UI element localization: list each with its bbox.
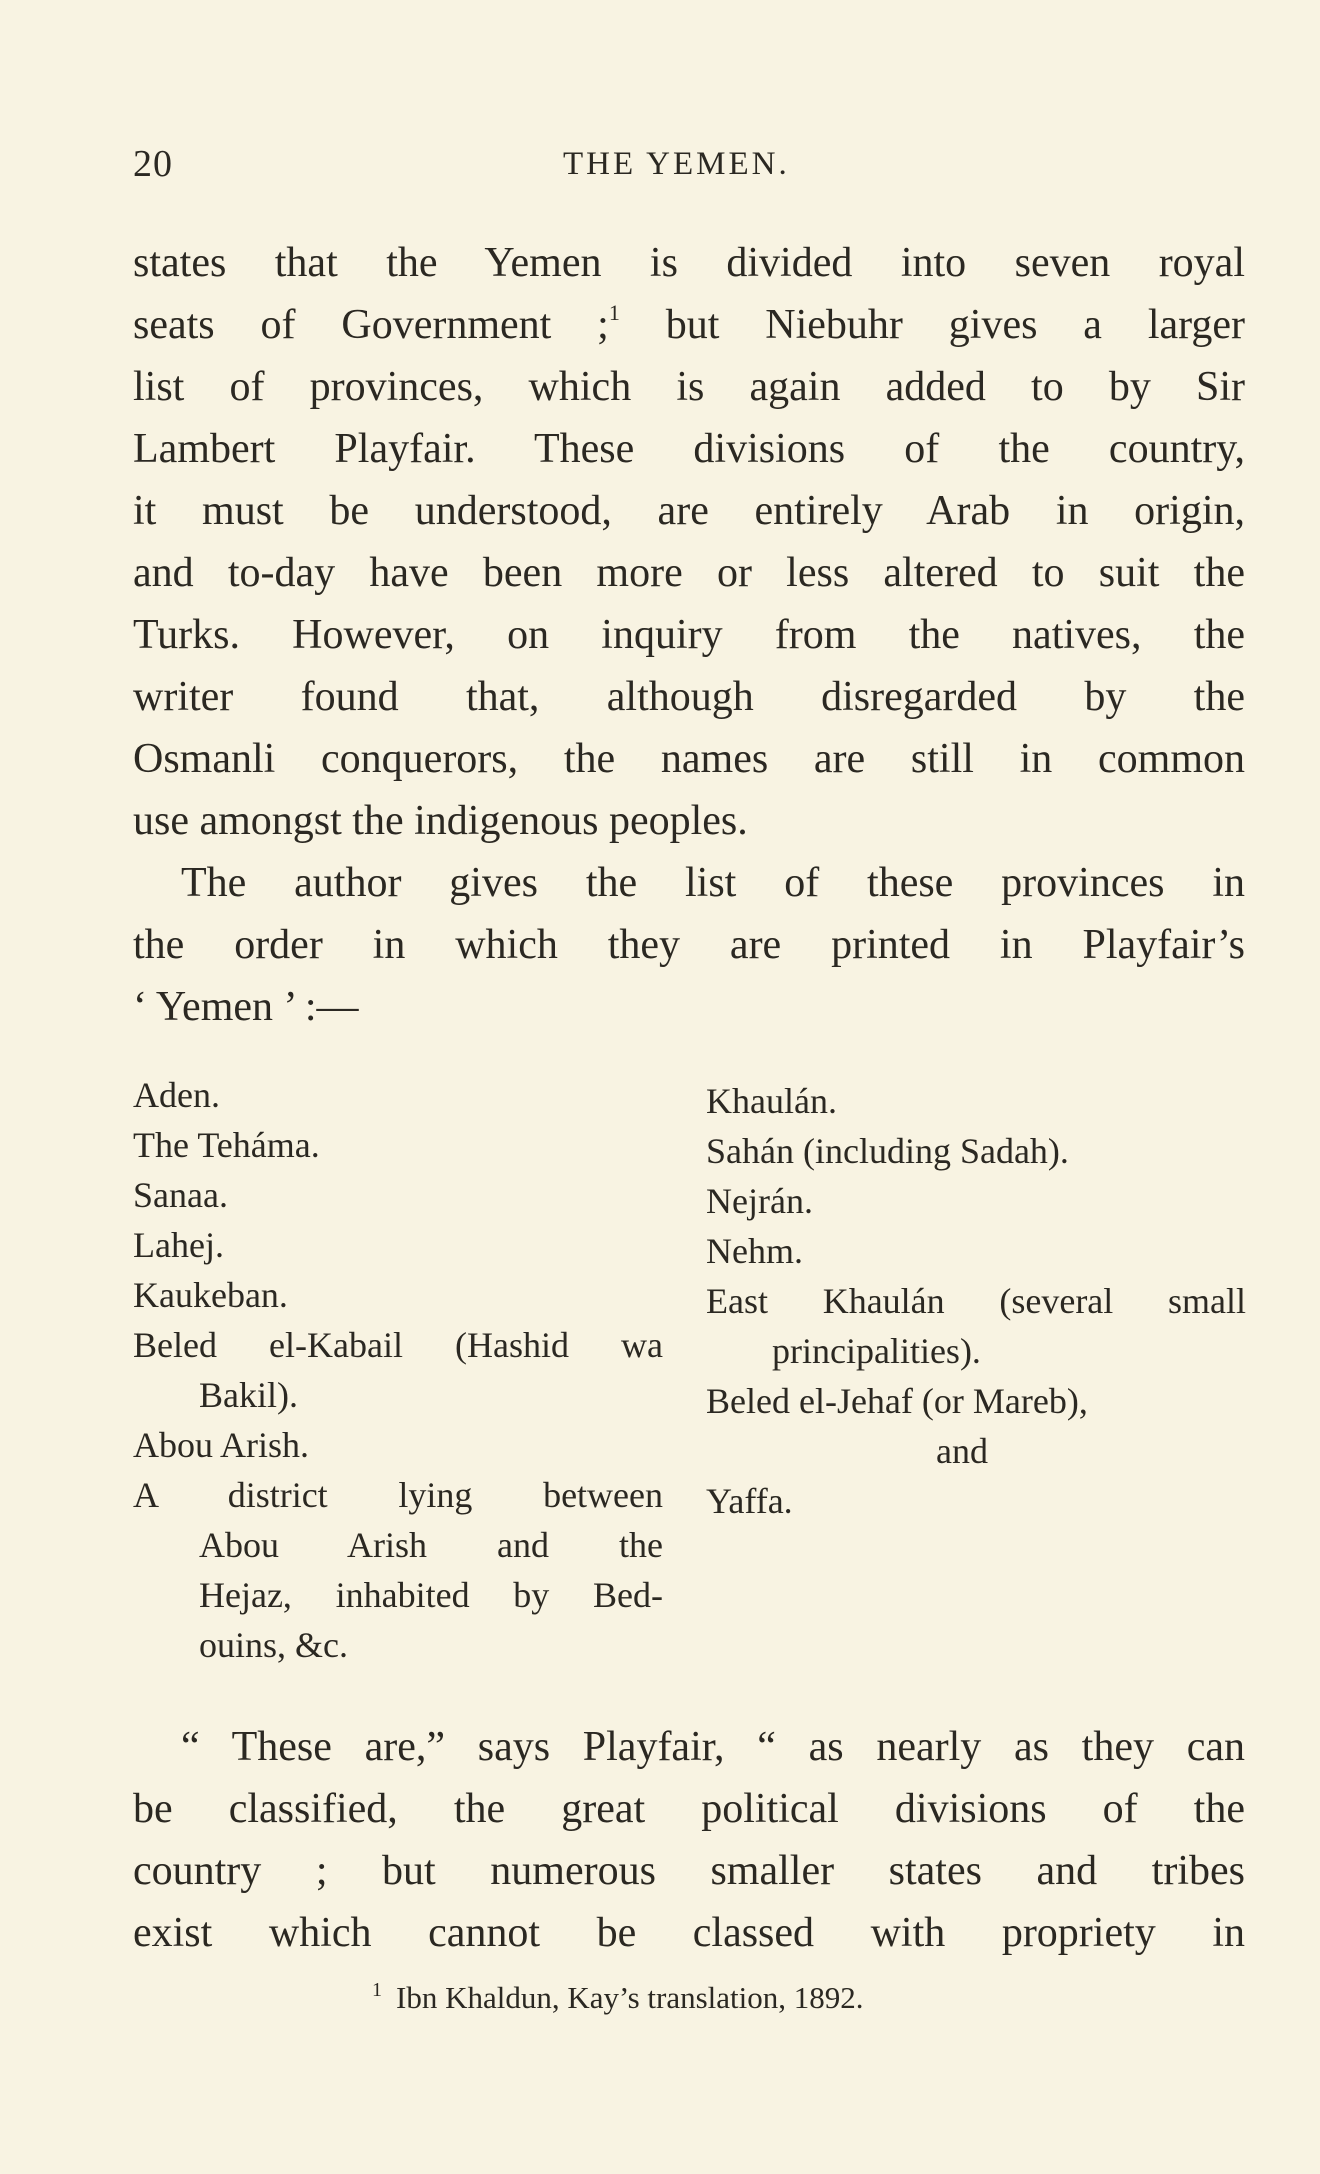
list-item: Yaffa. [706, 1481, 793, 1521]
list-item: Aden. [133, 1075, 220, 1115]
list-item-continuation: ouins, &c. [199, 1625, 348, 1665]
text-line: the order in which they are printed in Playfair’s [133, 922, 1245, 968]
list-item: Khaulán. [706, 1081, 837, 1121]
list-item-continuation: Bakil). [199, 1375, 298, 1415]
footnote-text: Ibn Khaldun, Kay’s translation, 1892. [396, 1980, 864, 2015]
text-line [133, 294, 1245, 356]
list-conjunction: and [936, 1431, 988, 1471]
text-line: be classified, the great political divisions of the [133, 1786, 1245, 1832]
list-item: Beled el-Kabail (Hashid wa [133, 1325, 663, 1365]
list-item: East Khaulán (several small [706, 1281, 1246, 1321]
text-line: and to-day have been more or less altered to suit the [133, 550, 1245, 596]
paragraph-3 [133, 1716, 1245, 1964]
list-item: Sahán (including Sadah). [706, 1131, 1069, 1171]
text-line: use amongst the indigenous peoples. [133, 798, 748, 844]
list-item: A district lying between [133, 1475, 663, 1515]
running-title: THE YEMEN. [563, 146, 790, 182]
text-line: states that the Yemen is divided into seven royal [133, 240, 1245, 286]
text-line: writer found that, although disregarded by the [133, 674, 1245, 720]
text-line: exist which cannot be classed with propriety in [133, 1910, 1245, 1956]
footnote-reference: 1 [608, 300, 620, 325]
footnote [372, 1980, 864, 2016]
list-item: Beled el-Jehaf (or Mareb), [706, 1381, 1088, 1421]
text-line: The author gives the list of these provinces in [181, 860, 1245, 906]
text-line: “ These are,” says Playfair, “ as nearly as they can [181, 1724, 1245, 1770]
list-item: Sanaa. [133, 1175, 228, 1215]
text-line: Lambert Playfair. These divisions of the country, [133, 426, 1245, 472]
list-item-continuation: principalities). [772, 1331, 981, 1371]
list-item-continuation: Hejaz, inhabited by Bed- [199, 1575, 663, 1615]
paragraph-1 [133, 232, 1245, 852]
page-header [133, 142, 1245, 192]
text-segment: seats of Government ; [133, 302, 609, 348]
text-segment: but Niebuhr gives a larger [665, 302, 1245, 348]
text-line: country ; but numerous smaller states and tribes [133, 1848, 1245, 1894]
list-item: Nejrán. [706, 1181, 813, 1221]
page-number: 20 [133, 143, 173, 185]
list-item: Kaukeban. [133, 1275, 288, 1315]
footnote-marker: 1 [372, 1979, 382, 2001]
list-item: Lahej. [133, 1225, 224, 1265]
text-line: list of provinces, which is again added to by Sir [133, 364, 1245, 410]
province-list-right [706, 1076, 1246, 1526]
list-item: Abou Arish. [133, 1425, 310, 1465]
list-item: The Teháma. [133, 1125, 320, 1165]
text-line: ‘ Yemen ’ :— [133, 984, 359, 1030]
text-line: Osmanli conquerors, the names are still in common [133, 736, 1245, 782]
paragraph-2 [133, 852, 1245, 1038]
province-list-left [133, 1070, 663, 1670]
text-line: Turks. However, on inquiry from the natives, the [133, 612, 1245, 658]
list-item-continuation: Abou Arish and the [199, 1525, 663, 1565]
list-item: Nehm. [706, 1231, 803, 1271]
text-line: it must be understood, are entirely Arab in origin, [133, 488, 1245, 534]
